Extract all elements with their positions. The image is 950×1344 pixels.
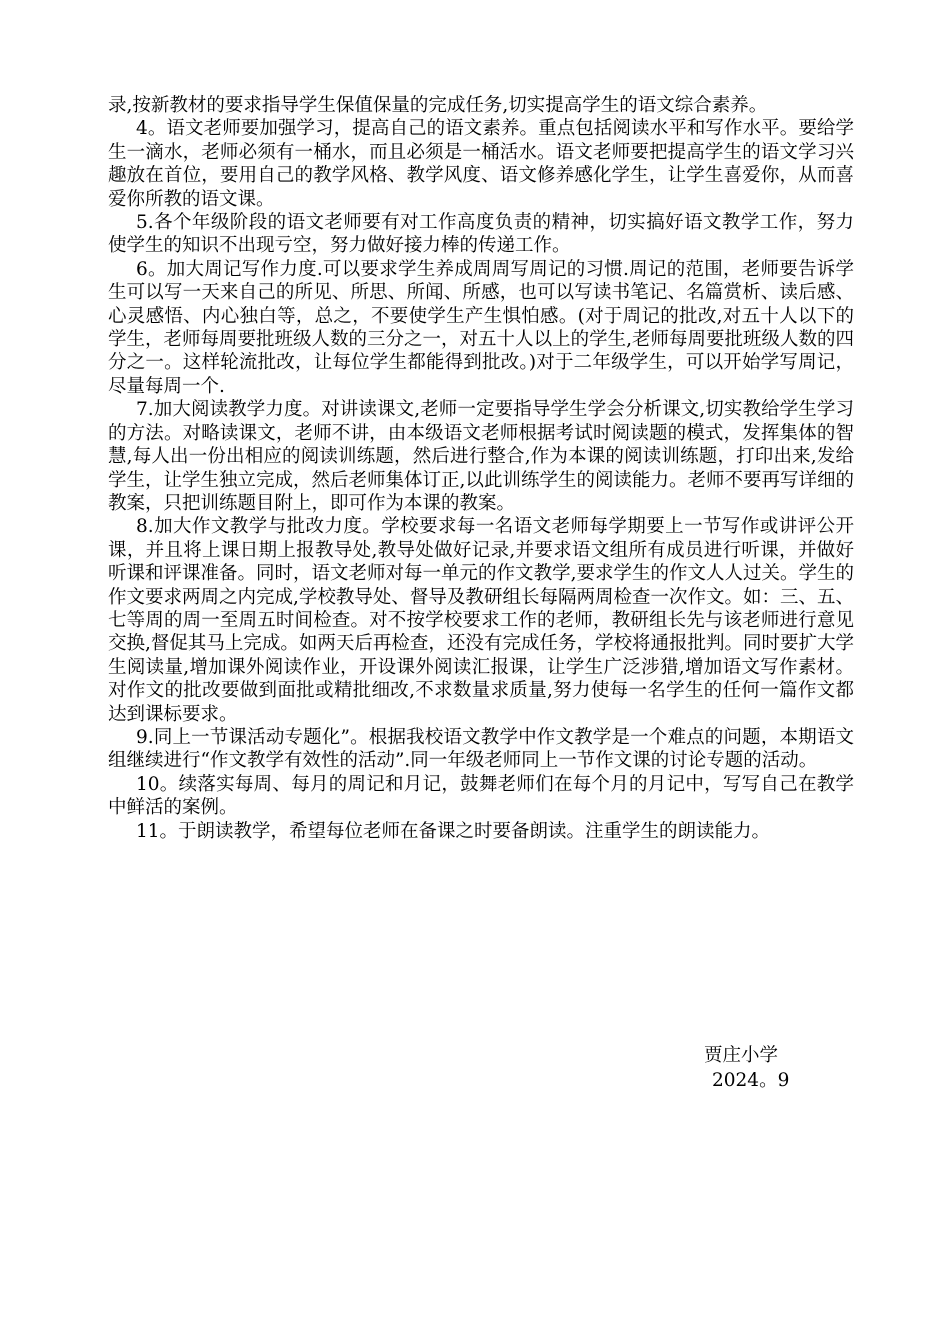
paragraph-item-11: 11。于朗读教学，希望每位老师在备课之时要备朗读。注重学生的朗读能力。 bbox=[136, 820, 771, 842]
signature-date: 2024。9 bbox=[712, 1070, 790, 1091]
signature-school: 贾庄小学 bbox=[704, 1045, 779, 1066]
paragraph-item-6: 6。加大周记写作力度.可以要求学生养成周周写周记的习惯.周记的范围，老师要告诉学生可以写一天来自己的所见、所思、所闻、所感，也可以写读书笔记、名篇赏析、读后感、心灵感悟、内心独白等，总之，不要使学生产生惧怕感。(对于周记的批改,对五十人以下的学生，老师每周要批班级人数的三分之一，对五十人以上的学生,老师每周要批班级人数的四分之一。这样轮流批改，让每位学生都能得到批改。)对于二年级学生，可以开始学写周记，尽量每周一个. bbox=[108, 258, 854, 397]
paragraph-continuation: 录,按新教材的要求指导学生保值保量的完成任务,切实提高学生的语文综合素养。 bbox=[108, 95, 768, 116]
document-body bbox=[108, 94, 854, 843]
paragraph-item-5: 5.各个年级阶段的语文老师要有对工作高度负责的精神，切实搞好语文教学工作，努力使学生的知识不出现亏空，努力做好接力棒的传递工作。 bbox=[108, 212, 854, 257]
paragraph-item-7: 7.加大阅读教学力度。对讲读课文,老师一定要指导学生学会分析课文,切实教给学生学习的方法。对略读课文，老师不讲，由本级语文老师根据考试时阅读题的模式，发挥集体的智慧,每人出一份出相应的阅读训练题，然后进行整合,作为本课的阅读训练题，打印出来,发给学生，让学生独立完成，然后老师集体订正,以此训练学生的阅读能力。老师不要再写详细的教案，只把训练题目附上，即可作为本课的教案。 bbox=[108, 399, 854, 514]
paragraph-item-10: 10。续落实每周、每月的周记和月记，鼓舞老师们在每个月的月记中，写写自己在教学中鲜活的案例。 bbox=[108, 773, 854, 819]
paragraph-item-4: 4。语文老师要加强学习，提高自己的语文素养。重点包括阅读水平和写作水平。要给学生一滴水，老师必须有一桶水，而且必须是一桶活水。语文老师要把提高学生的语文学习兴趣放在首位，要用自己的教学风格、教学风度、语文修养感化学生，让学生喜爱你，从而喜爱你所教的语文课。 bbox=[108, 118, 854, 210]
paragraph-item-9: 9.同上一节课活动专题化”。根据我校语文教学中作文教学是一个难点的问题，本期语文组继续进行“作文教学有效性的活动”.同一年级老师同上一节作文课的讨论专题的活动。 bbox=[108, 726, 854, 772]
paragraph-item-8: 8.加大作文教学与批改力度。学校要求每一名语文老师每学期要上一节写作或讲评公开课，并且将上课日期上报教导处,教导处做好记录,并要求语文组所有成员进行听课，并做好听课和评课准备。同时，语文老师对每一单元的作文教学,要求学生的作文人人过关。学生的作文要求两周之内完成,学校教导处、督导及教研组长每隔两周检查一次作文。如：三、五、七等周的周一至周五时间检查。对不按学校要求工作的老师，教研组长先与该老师进行意见交换,督促其马上完成。如两天后再检查，还没有完成任务，学校将通报批判。同时要扩大学生阅读量,增加课外阅读作业，开设课外阅读汇报课，让学生广泛涉猎,增加语文写作素材。对作文的批改要做到面批或精批细改,不求数量求质量,努力使每一名学生的任何一篇作文都达到课标要求。 bbox=[108, 516, 854, 725]
